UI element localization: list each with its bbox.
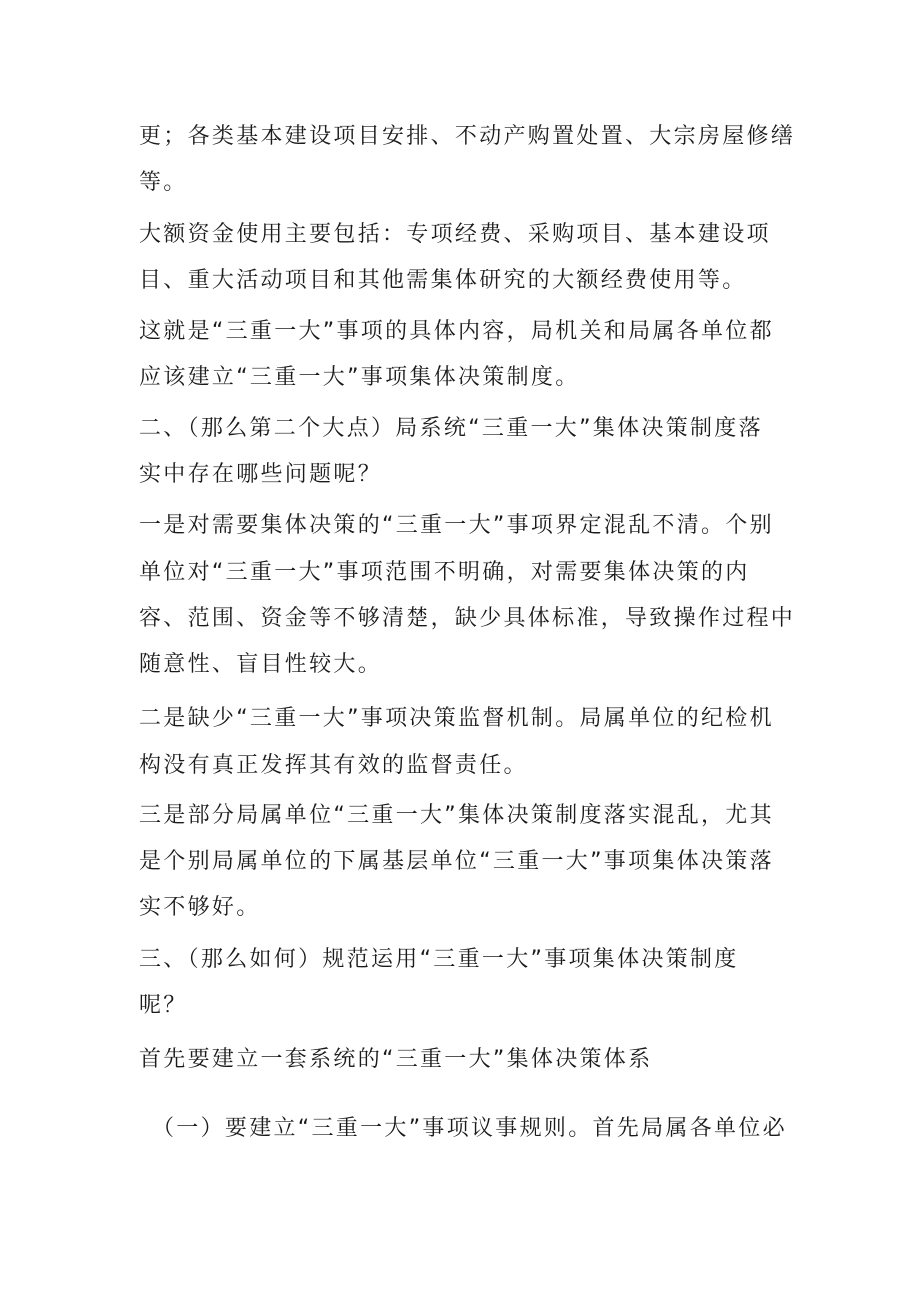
section-heading: 三、（那么如何）规范运用“三重一大”事项集体决策制度 bbox=[139, 947, 739, 972]
text-line: 这就是“三重一大”事项的具体内容，局机关和局属各单位都 bbox=[139, 319, 774, 344]
text-line: 更；各类基本建设项目安排、不动产购置处置、大宗房屋修缮 bbox=[139, 124, 796, 149]
subsection-heading: （一）要建立“三重一大”事项议事规则。首先局属各单位必 bbox=[152, 1116, 787, 1141]
text-line: 一是对需要集体决策的“三重一大”事项界定混乱不清。个别 bbox=[139, 513, 774, 538]
text-line: 二是缺少“三重一大”事项决策监督机制。局属单位的纪检机 bbox=[139, 706, 774, 731]
text-line: 容、范围、资金等不够清楚，缺少具体标准，导致操作过程中 bbox=[139, 606, 796, 631]
text-line: 首先要建立一套系统的“三重一大”集体决策体系 bbox=[139, 1047, 653, 1072]
text-line: 构没有真正发挥其有效的监督责任。 bbox=[139, 753, 528, 778]
text-line: 应该建立“三重一大”事项集体决策制度。 bbox=[139, 365, 580, 390]
text-line: 三是部分局属单位“三重一大”集体决策制度落实混乱，尤其 bbox=[139, 803, 774, 828]
text-line: 单位对“三重一大”事项范围不明确，对需要集体决策的内 bbox=[139, 560, 750, 585]
section-heading: 二、（那么第二个大点）局系统“三重一大”集体决策制度落 bbox=[139, 416, 763, 441]
text-line: 大额资金使用主要包括：专项经费、采购项目、基本建设项 bbox=[139, 222, 771, 247]
text-line: 目、重大活动项目和其他需集体研究的大额经费使用等。 bbox=[139, 268, 747, 293]
section-heading: 实中存在哪些问题呢？ bbox=[139, 462, 383, 487]
text-line: 随意性、盲目性较大。 bbox=[139, 652, 383, 677]
text-line: 等。 bbox=[139, 170, 188, 195]
text-line: 实不够好。 bbox=[139, 895, 261, 920]
section-heading: 呢？ bbox=[139, 993, 188, 1018]
text-line: 是个别局属单位的下属基层单位“三重一大”事项集体决策落 bbox=[139, 849, 774, 874]
